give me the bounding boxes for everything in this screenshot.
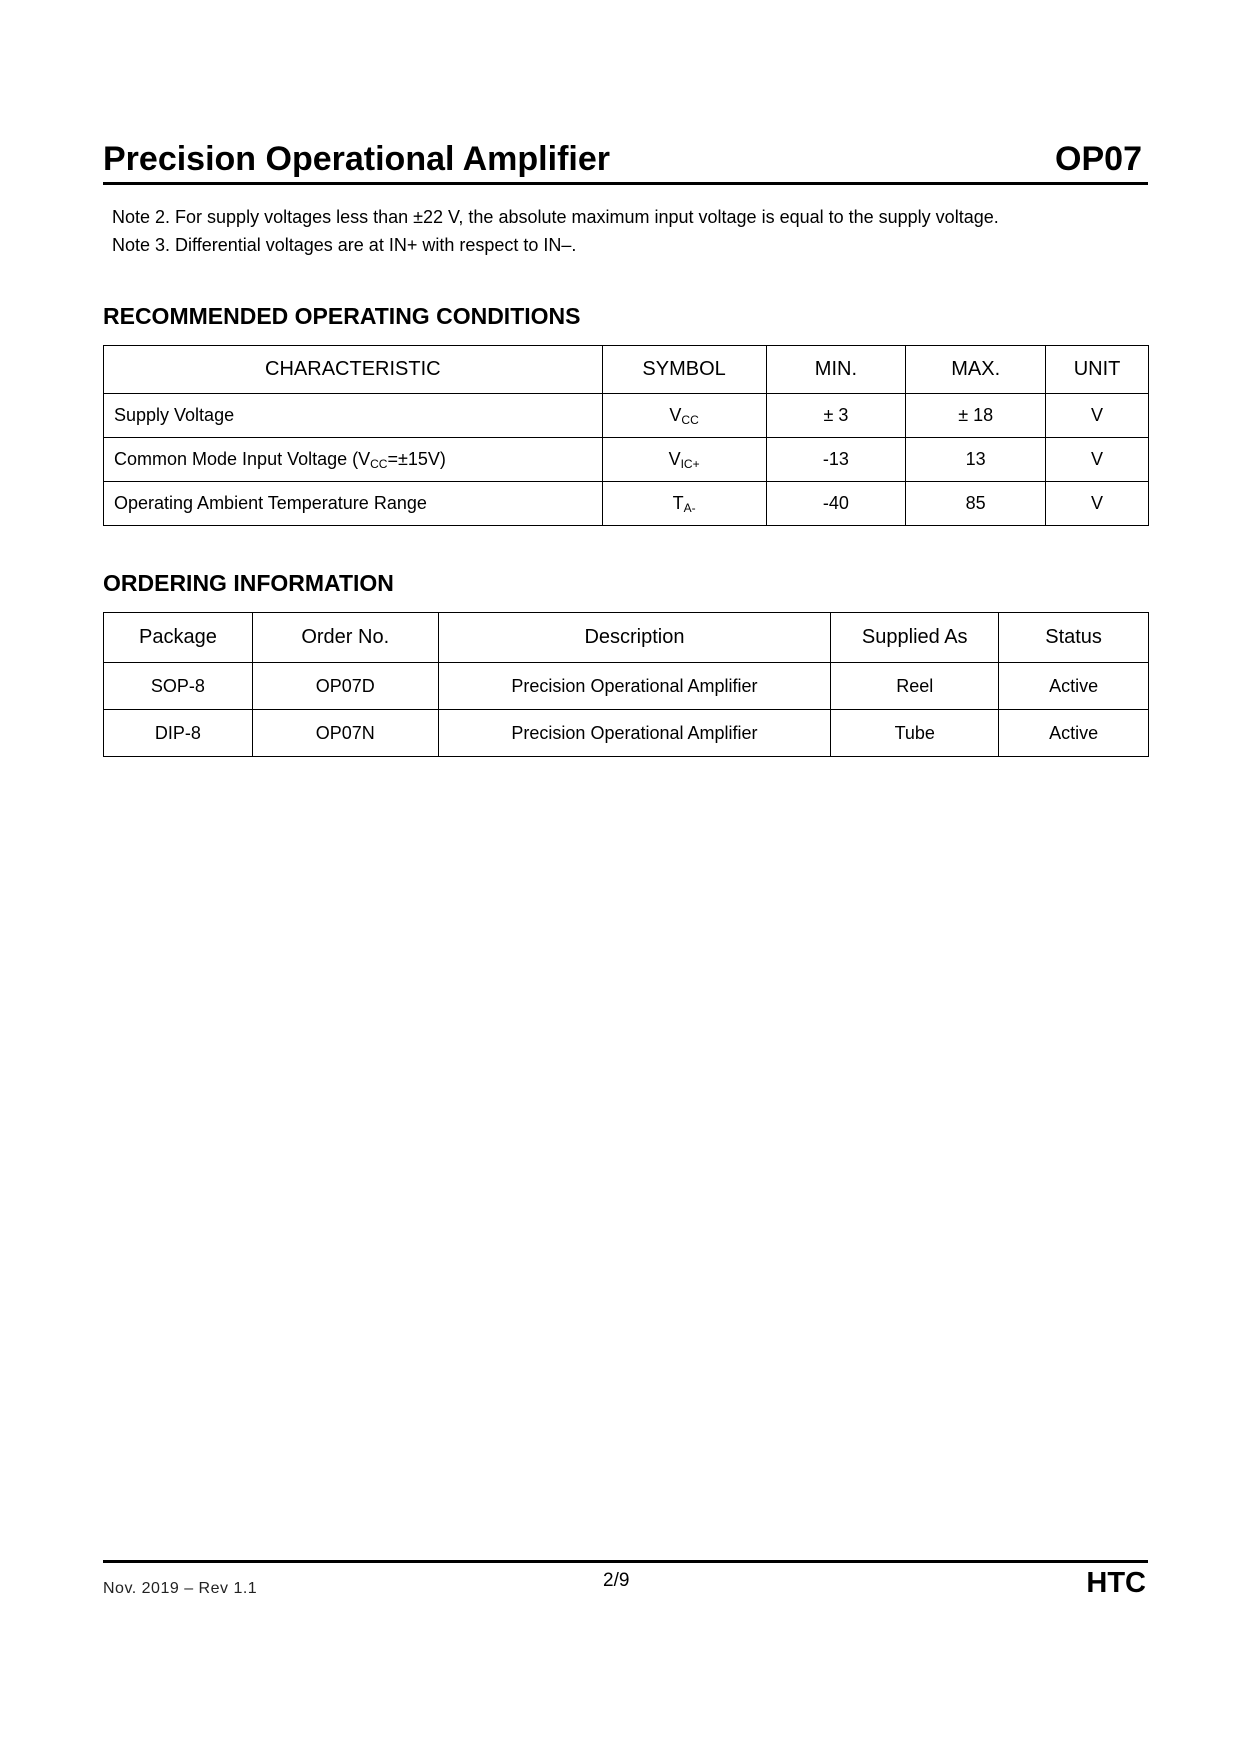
unit-cell: V bbox=[1046, 482, 1149, 526]
column-header-supplied-as: Supplied As bbox=[831, 613, 999, 663]
note-3: Note 3. Differential voltages are at IN+ with respect to IN–. bbox=[112, 235, 577, 255]
page-header bbox=[103, 138, 1148, 185]
symbol-cell: $T_{A-}$ bbox=[602, 482, 766, 526]
table-row bbox=[104, 438, 1149, 482]
column-header-description: Description bbox=[438, 613, 831, 663]
column-header-package: Package bbox=[104, 613, 253, 663]
column-header-unit: UNIT bbox=[1046, 346, 1149, 394]
order-no-cell: OP07D bbox=[252, 663, 438, 710]
page-number: 2/9 bbox=[603, 1570, 630, 1591]
supplied-as-cell: Reel bbox=[831, 663, 999, 710]
min-cell: -40 bbox=[766, 482, 906, 526]
table-header-row bbox=[104, 346, 1149, 394]
notes bbox=[112, 203, 999, 259]
ordering-information-table bbox=[103, 612, 1149, 757]
table-row bbox=[104, 710, 1149, 757]
column-header-symbol: SYMBOL bbox=[602, 346, 766, 394]
max-cell: 13 bbox=[906, 438, 1046, 482]
column-header-characteristic: CHARACTERISTIC bbox=[104, 346, 603, 394]
table-row bbox=[104, 394, 1149, 438]
ordering-section-title: ORDERING INFORMATION bbox=[103, 570, 394, 596]
footer-divider bbox=[103, 1560, 1148, 1563]
unit-cell: V bbox=[1046, 394, 1149, 438]
order-no-cell: OP07N bbox=[252, 710, 438, 757]
package-cell: SOP-8 bbox=[104, 663, 253, 710]
roc-section-title: RECOMMENDED OPERATING CONDITIONS bbox=[103, 303, 581, 329]
symbol-cell: $V_{IC+}$ bbox=[602, 438, 766, 482]
column-header-status: Status bbox=[999, 613, 1149, 663]
table-row bbox=[104, 663, 1149, 710]
status-cell: Active bbox=[999, 710, 1149, 757]
characteristic-cell: Operating Ambient Temperature Range bbox=[104, 482, 603, 526]
note-2: Note 2. For supply voltages less than ±22 V, the absolute maximum input voltage is equal to the supply voltage. bbox=[112, 207, 999, 227]
recommended-operating-conditions-table bbox=[103, 345, 1149, 526]
part-number: OP07 bbox=[1055, 140, 1142, 178]
company-logo: HTC bbox=[1086, 1567, 1146, 1599]
package-cell: DIP-8 bbox=[104, 710, 253, 757]
column-header-order-no: Order No. bbox=[252, 613, 438, 663]
max-cell: 85 bbox=[906, 482, 1046, 526]
footer-date-revision: Nov. 2019 – Rev 1.1 bbox=[103, 1580, 258, 1597]
table-row bbox=[104, 482, 1149, 526]
symbol-cell: $V_{CC}$ bbox=[602, 394, 766, 438]
document-title: Precision Operational Amplifier bbox=[103, 140, 610, 178]
characteristic-cell: Supply Voltage bbox=[104, 394, 603, 438]
status-cell: Active bbox=[999, 663, 1149, 710]
characteristic-cell: Common Mode Input Voltage $(V_{CC}=\pm 15V)$ bbox=[104, 438, 603, 482]
column-header-max: MAX. bbox=[906, 346, 1046, 394]
unit-cell: V bbox=[1046, 438, 1149, 482]
max-cell: ± 18 bbox=[906, 394, 1046, 438]
supplied-as-cell: Tube bbox=[831, 710, 999, 757]
description-cell: Precision Operational Amplifier bbox=[438, 663, 831, 710]
min-cell: -13 bbox=[766, 438, 906, 482]
min-cell: ± 3 bbox=[766, 394, 906, 438]
column-header-min: MIN. bbox=[766, 346, 906, 394]
description-cell: Precision Operational Amplifier bbox=[438, 710, 831, 757]
table-header-row bbox=[104, 613, 1149, 663]
